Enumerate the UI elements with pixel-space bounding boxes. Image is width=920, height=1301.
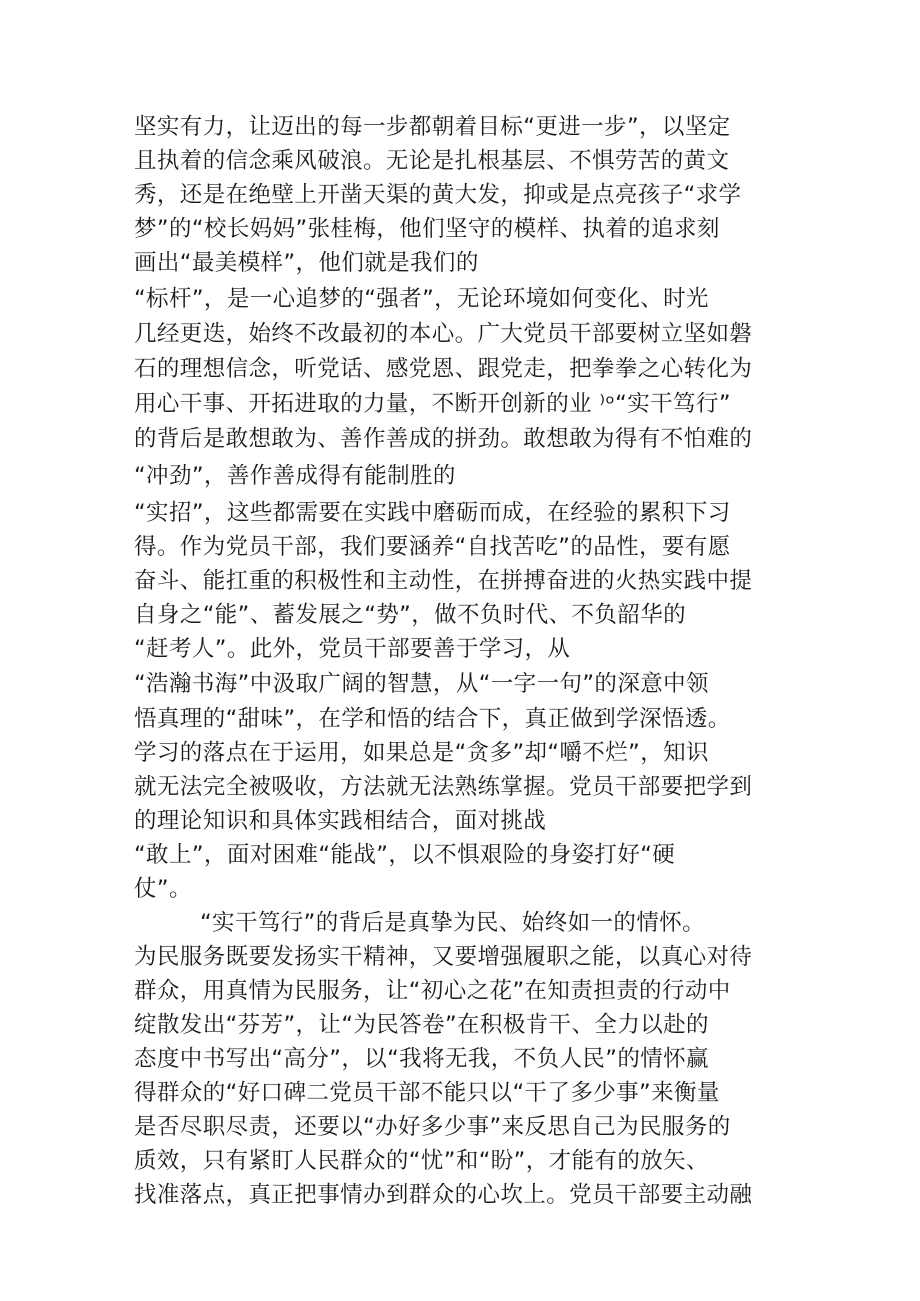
text-line: 为民服务既要发扬实干精神，又要增强履职之能，以真心对待 [134, 944, 753, 970]
text-line: 质效，只有紧盯人民群众的“忧”和“盼”，才能有的放矢、 [134, 1148, 709, 1174]
text-line: 悟真理的“甜味”，在学和悟的结合下，真正做到学深悟透。 [134, 706, 731, 732]
text-line: 得。作为党员干部，我们要涵养“自找苦吃”的品性，要有愿 [134, 534, 731, 560]
text-line: “冲劲”，善作善成得有能制胜的 [134, 463, 456, 489]
text-line: 画出“最美模样”，他们就是我们的 [134, 250, 479, 276]
text-line: 学习的落点在于运用，如果总是“贪多”却“嚼不烂”，知识 [134, 740, 709, 766]
text-line: 的背后是敢想敢为、善作善成的拼劲。敢想敢为得有不怕难的 [134, 426, 753, 452]
text-line: 梦”的“校长妈妈”张桂梅，他们坚守的模样、执着的追求刻 [134, 216, 720, 242]
text-line: “浩瀚书海”中汲取广阔的智慧，从“一字一句”的深意中领 [134, 671, 709, 697]
text-line: “赶考人”。此外，党员干部要善于学习，从 [134, 636, 571, 662]
text-line: 就无法完全被吸收，方法就无法熟练掌握。党员干部要把学到 [134, 774, 753, 800]
text-line: 石的理想信念，听党话、感党恩、跟党走，把拳拳之心转化为 [134, 356, 753, 382]
text-line: 几经更迭，始终不改最初的本心。广大党员干部要树立坚如磐 [134, 321, 753, 347]
text-line: 的理论知识和具体实践相结合，面对挑战 [134, 808, 547, 834]
text-line: “敢上”，面对困难“能战”，以不惧艰险的身姿打好“硬 [134, 842, 676, 868]
text-line: 态度中书写出“高分”，以“我将无我，不负人民”的情怀赢 [134, 1046, 709, 1072]
text-line: “实招”，这些都需要在实践中磨砺而成，在经验的累积下习 [134, 500, 731, 526]
paragraph-start-line: “实干笃行”的背后是真挚为民、始终如一的情怀。 [200, 910, 706, 936]
text-line: 秀，还是在绝壁上开凿天渠的黄大发，抑或是点亮孩子“求学 [134, 182, 742, 208]
text-line: 且执着的信念乘风破浪。无论是扎根基层、不惧劳苦的黄文 [134, 148, 730, 174]
text-line: 得群众的“好口碑二党员干部不能只以“干了多少事”来衡量 [134, 1080, 720, 1106]
text-line: 群众，用真情为民服务，让“初心之花”在知责担责的行动中 [134, 978, 731, 1004]
text-line: 绽散发出“芬芳”，让“为民答卷”在积极肯干、全力以赴的 [134, 1012, 709, 1038]
text-line: 找准落点，真正把事情办到群众的心坎上。党员干部要主动融 [134, 1182, 753, 1208]
text-line: “标杆”，是一心追梦的“强者”，无论环境如何变化、时光 [134, 286, 709, 312]
text-line: 是否尽职尽责，还要以“办好多少事”来反思自己为民服务的 [134, 1114, 731, 1140]
text-line: 用心干事、开拓进取的力量，不断开创新的业 ⁾ᵒ“实干笃行” [134, 391, 731, 417]
text-line: 仗”。 [134, 876, 192, 902]
text-line: 坚实有力，让迈出的每一步都朝着目标“更进一步”，以坚定 [134, 114, 731, 140]
text-line: 奋斗、能扛重的积极性和主动性，在拼搏奋进的火热实践中提 [134, 568, 753, 594]
text-line: 自身之“能”、蓄发展之“势”，做不负时代、不负韶华的 [134, 602, 687, 628]
